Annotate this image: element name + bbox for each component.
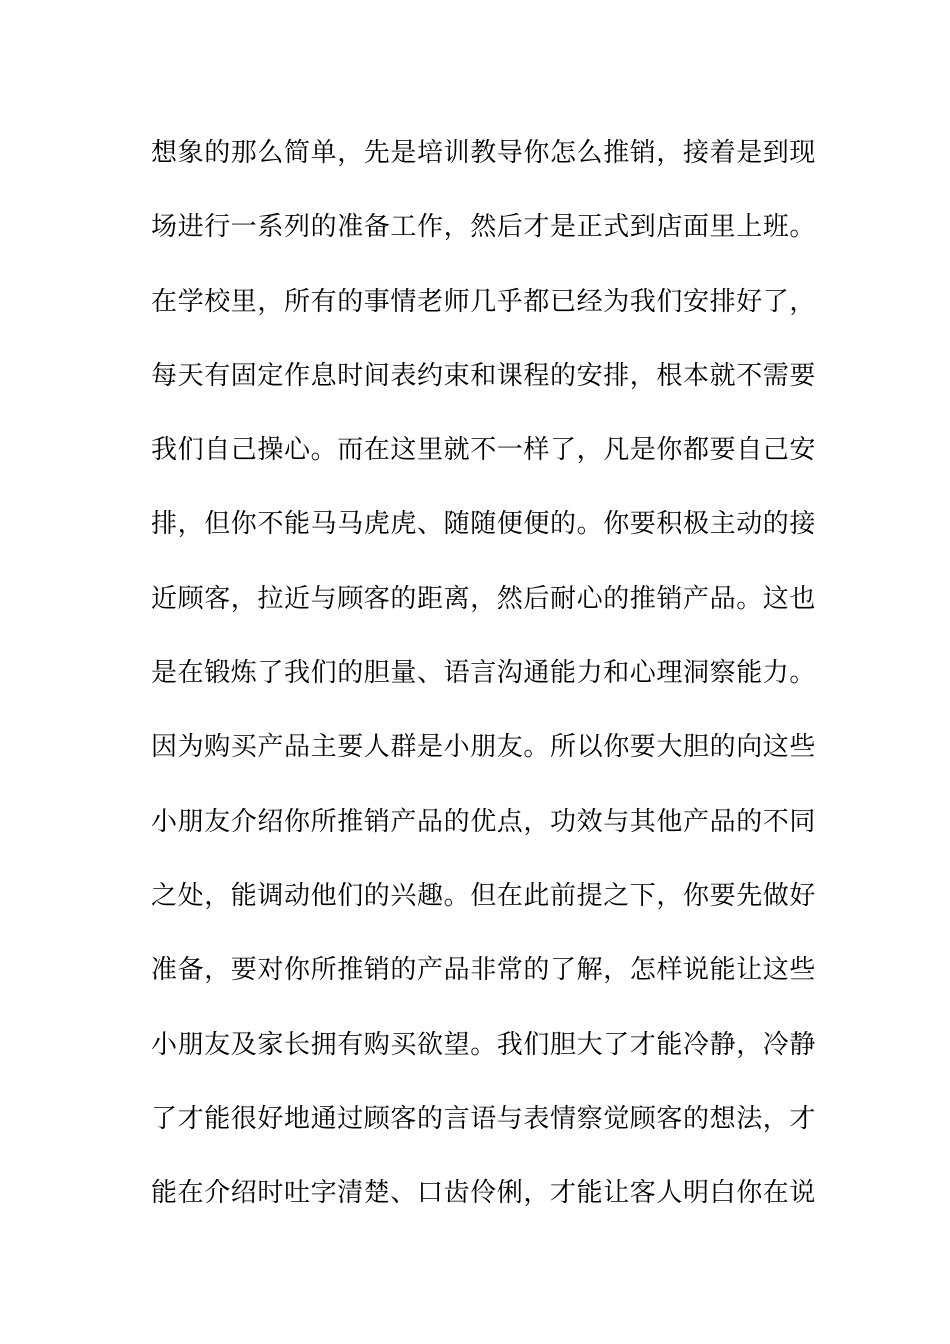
text-line: 是在锻炼了我们的胆量、语言沟通能力和心理洞察能力。 <box>151 658 817 689</box>
text-line: 想象的那么简单，先是培训教导你怎么推销，接着是到现 <box>151 138 817 168</box>
text-line: 近顾客，拉近与顾客的距离，然后耐心的推销产品。这也 <box>151 583 817 614</box>
text-line: 排，但你不能马马虎虎、随随便便的。你要积极主动的接 <box>151 509 817 540</box>
text-line: 小朋友介绍你所推销产品的优点，功效与其他产品的不同 <box>151 806 817 837</box>
text-line: 每天有固定作息时间表约束和课程的安排，根本就不需要 <box>151 360 817 391</box>
text-line: 我们自己操心。而在这里就不一样了，凡是你都要自己安 <box>151 435 817 466</box>
text-line: 准备，要对你所推销的产品非常的了解，怎样说能让这些 <box>151 955 817 986</box>
text-line: 小朋友及家长拥有购买欲望。我们胆大了才能冷静，冷静 <box>151 1029 817 1060</box>
text-line: 在学校里，所有的事情老师几乎都已经为我们安排好了， <box>151 286 817 317</box>
text-line: 了才能很好地通过顾客的言语与表情察觉顾客的想法，才 <box>151 1103 817 1134</box>
text-line: 之处，能调动他们的兴趣。但在此前提之下，你要先做好 <box>151 880 817 911</box>
text-line: 能在介绍时吐字清楚、口齿伶俐，才能让客人明白你在说 <box>151 1178 817 1209</box>
text-line: 因为购买产品主要人群是小朋友。所以你要大胆的向这些 <box>151 732 817 763</box>
text-line: 场进行一系列的准备工作，然后才是正式到店面里上班。 <box>151 212 817 243</box>
body-text <box>151 131 817 1245</box>
